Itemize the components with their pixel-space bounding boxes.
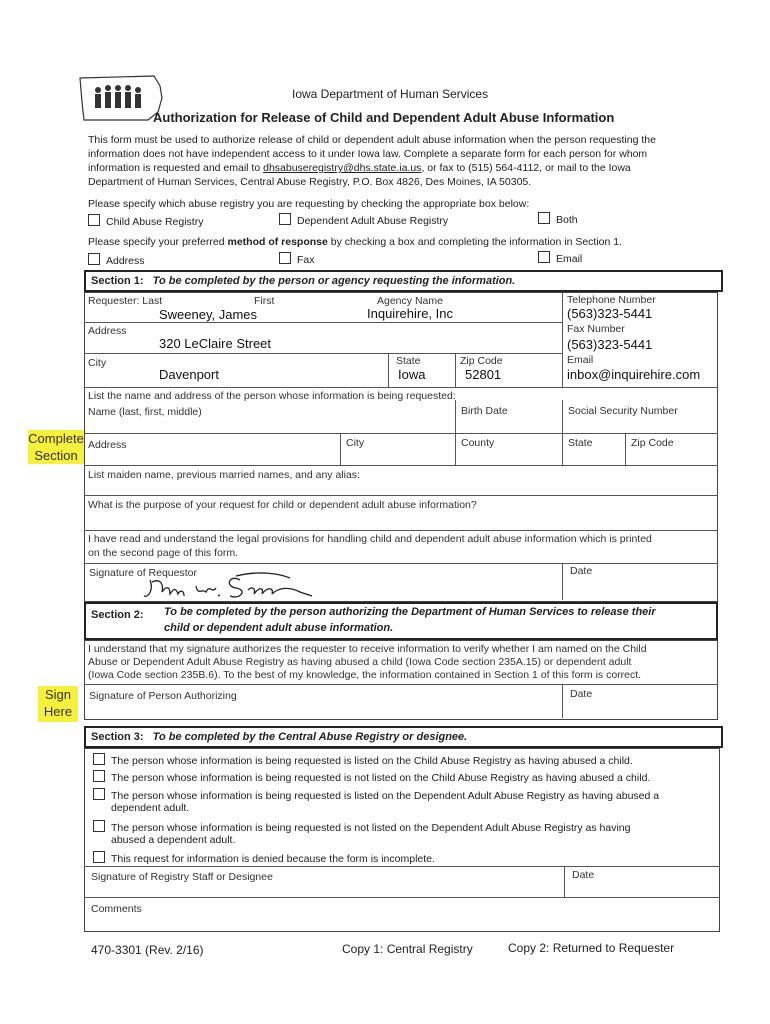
form-number: 470-3301 (Rev. 2/16) (91, 943, 204, 957)
zip-label: Zip Code (460, 355, 503, 367)
alias-label[interactable]: List maiden name, previous married names, and any alias: (88, 469, 360, 481)
checkbox[interactable] (279, 252, 291, 264)
option-label: Dependent Adult Abuse Registry (297, 215, 449, 227)
registry-result-4[interactable] (93, 820, 631, 835)
checkbox[interactable] (88, 253, 100, 265)
department-name: Iowa Department of Human Services (292, 87, 489, 101)
authorizing-date-field[interactable]: Date (570, 688, 593, 700)
option-child-registry[interactable] (88, 214, 203, 229)
option-label: Both (556, 214, 578, 226)
intro-line-2: information does not have independent access to it under Iowa law. Complete a separate form for each person for whom (88, 148, 648, 160)
response-prompt-pre: Please specify your preferred (88, 236, 228, 248)
registry-signature-field[interactable]: Signature of Registry Staff or Designee (91, 871, 273, 883)
person-address-label[interactable]: Address (88, 439, 127, 451)
result-text: This request for information is denied because the form is incomplete. (111, 853, 435, 865)
checkbox[interactable] (279, 213, 291, 225)
option-both[interactable] (538, 212, 578, 227)
copy-1-label: Copy 1: Central Registry (342, 942, 473, 956)
agency-label: Agency Name (377, 295, 443, 307)
sticky-line: Sign (44, 687, 72, 702)
checkbox[interactable] (538, 251, 550, 263)
intro-line-3-post: , or fax to (515) 564-4112, or mail to the Iowa (421, 162, 631, 174)
registry-date-field[interactable]: Date (572, 869, 595, 881)
registry-result-2[interactable] (93, 770, 650, 785)
state-field[interactable]: Iowa (398, 367, 426, 382)
person-prompt: List the name and address of the person whose information is being requested: (88, 390, 456, 402)
copy-2-label: Copy 2: Returned to Requester (508, 941, 675, 955)
comments-field[interactable]: Comments (91, 903, 142, 915)
registry-result-3-cont: dependent adult. (111, 802, 190, 814)
requester-signature-label: Signature of Requestor (89, 567, 197, 579)
checkbox[interactable] (538, 212, 550, 224)
option-email[interactable] (538, 251, 582, 266)
zip-field[interactable]: 52801 (465, 367, 502, 382)
email-label: Email (567, 354, 594, 366)
ssn-label[interactable]: Social Security Number (568, 405, 678, 417)
phone-field[interactable]: (563)323-5441 (567, 306, 653, 321)
complete-section-sticky (28, 430, 84, 464)
checkbox[interactable] (88, 214, 100, 226)
intro-line-3 (88, 161, 631, 175)
checkbox[interactable] (93, 851, 105, 863)
result-text: The person whose information is being requested is listed on the Dependent Adult Abuse Registry as having abused a (111, 790, 660, 802)
option-label: Email (556, 253, 583, 265)
registry-result-5[interactable] (93, 851, 435, 866)
phone-label: Telephone Number (567, 294, 656, 306)
section-2-label: Section 2: (91, 609, 144, 621)
requester-signature[interactable] (140, 566, 320, 602)
result-text: The person whose information is being requested is not listed on the Dependent Adult Abuse Registry as having (111, 822, 631, 834)
intro-line-4: Department of Human Services, Central Abuse Registry, P.O. Box 4826, Des Moines, IA 50305. (88, 176, 532, 188)
address-label: Address (88, 325, 127, 337)
registry-result-3[interactable] (93, 788, 659, 803)
registry-prompt: Please specify which abuse registry you are requesting by checking the appropriate box below: (88, 198, 530, 210)
city-label: City (88, 357, 107, 369)
response-prompt-post: by checking a box and completing the information in Section 1. (327, 236, 623, 248)
person-city-label[interactable]: City (346, 437, 365, 449)
section-1-text: To be completed by the person or agency requesting the information. (152, 275, 516, 287)
option-dependent-registry[interactable] (279, 213, 448, 228)
sticky-line: Complete (28, 431, 84, 446)
section-2-line-1: To be completed by the person authorizing the Department of Human Services to release their (164, 606, 656, 618)
form-title: Authorization for Release of Child and Dependent Adult Abuse Information (153, 110, 615, 125)
option-label: Address (106, 255, 145, 267)
sticky-line: Section (34, 448, 78, 463)
section-2-heading (84, 602, 718, 640)
authorizing-signature-field[interactable]: Signature of Person Authorizing (89, 690, 237, 702)
option-fax[interactable] (279, 252, 315, 267)
response-prompt (88, 235, 622, 249)
requester-date-label[interactable]: Date (570, 565, 593, 577)
requester-name-field[interactable]: Sweeney, James (159, 307, 258, 322)
person-name-label[interactable]: Name (last, first, middle) (88, 406, 202, 418)
registry-result-1[interactable] (93, 753, 633, 768)
section-3-text: To be completed by the Central Abuse Registry or designee. (152, 731, 468, 743)
email-field[interactable]: inbox@inquirehire.com (567, 367, 701, 382)
fax-label: Fax Number (567, 323, 625, 335)
registry-result-4-cont: abused a dependent adult. (111, 834, 236, 846)
intro-line-3-pre: information is requested and email to (88, 162, 264, 174)
ack-line-2: on the second page of this form. (88, 547, 239, 559)
option-address[interactable] (88, 253, 145, 268)
purpose-label[interactable]: What is the purpose of your request for child or dependent adult abuse information? (88, 499, 477, 511)
checkbox[interactable] (93, 788, 105, 800)
registry-email-link[interactable]: dhsabuseregistry@dhs.state.ia.us (263, 162, 422, 174)
section-3-heading (84, 726, 723, 748)
intro-line-1: This form must be used to authorize release of child or dependent adult abuse information when the person requesting the (88, 134, 656, 146)
checkbox[interactable] (93, 770, 105, 782)
section-2-text-2: Abuse or Dependent Adult Abuse Registry as having abused a child (Iowa Code section 235A.15) or dependent adult (88, 656, 632, 668)
person-state-label[interactable]: State (568, 437, 593, 449)
person-zip-label[interactable]: Zip Code (631, 437, 674, 449)
sign-here-sticky (38, 686, 78, 722)
section-2-text-1: I understand that my signature authorizes the requester to receive information to verify whether I am named on the Child (88, 643, 647, 655)
section-2-text-3: (Iowa Code section 235B.6). To the best of my knowledge, the information contained in Section 1 of this form is correct. (88, 669, 642, 681)
checkbox[interactable] (93, 753, 105, 765)
section-1-heading (84, 270, 723, 292)
result-text: The person whose information is being requested is not listed on the Child Abuse Registry as having abused a child. (111, 772, 651, 784)
address-field[interactable]: 320 LeClaire Street (159, 336, 272, 351)
first-name-label: First (254, 295, 275, 307)
option-label: Child Abuse Registry (106, 216, 204, 228)
agency-name-field[interactable]: Inquirehire, Inc (367, 306, 453, 321)
sticky-line: Here (43, 704, 73, 719)
ack-line-1: I have read and understand the legal provisions for handling child and dependent adult abuse information which is printed (88, 533, 652, 545)
person-county-label[interactable]: County (461, 437, 495, 449)
requester-label: Requester: Last (88, 295, 163, 307)
fax-field[interactable]: (563)323-5441 (567, 337, 653, 352)
birth-date-label[interactable]: Birth Date (461, 405, 508, 417)
section-1-label: Section 1: (91, 275, 144, 287)
checkbox[interactable] (93, 820, 105, 832)
state-label: State (396, 355, 421, 367)
section-3-label: Section 3: (91, 731, 144, 743)
city-field[interactable]: Davenport (159, 367, 219, 382)
section-2-line-2: child or dependent adult abuse information. (164, 622, 394, 634)
result-text: The person whose information is being requested is listed on the Child Abuse Registry as having abused a child. (111, 755, 633, 767)
option-label: Fax (297, 254, 315, 266)
response-prompt-bold: method of response (227, 236, 328, 248)
